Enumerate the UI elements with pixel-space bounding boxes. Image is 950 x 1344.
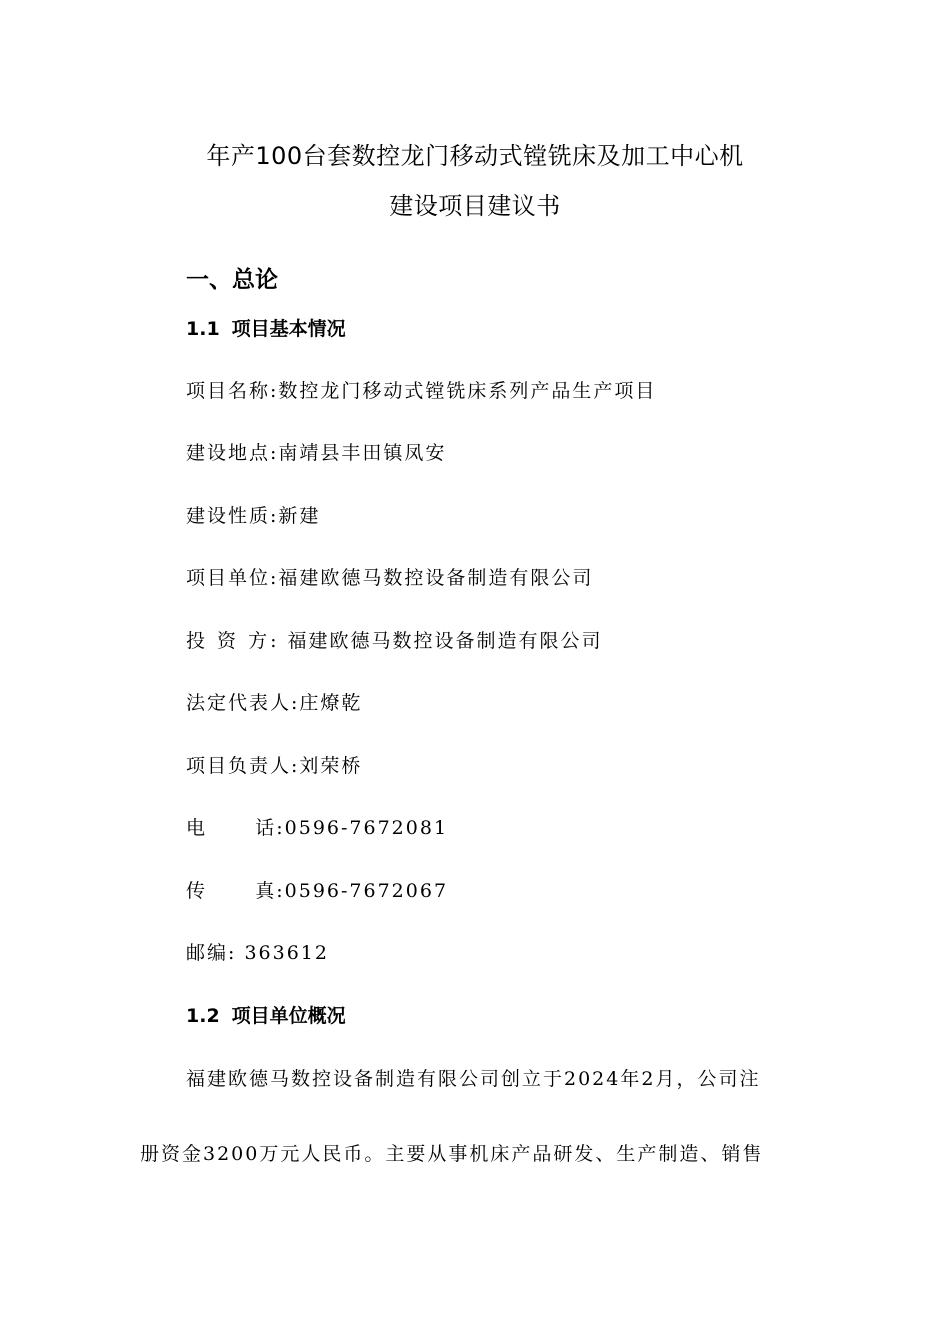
info-label: 项目名称: — [186, 380, 279, 402]
subsection-number: 1.2 — [186, 1005, 220, 1027]
info-label: 传 真: — [186, 880, 285, 902]
info-row-investor — [186, 626, 603, 653]
subsection-number: 1.1 — [186, 318, 220, 340]
info-value: 福建欧德马数控设备制造有限公司 — [279, 630, 603, 652]
document-title-line-1: 年产100台套数控龙门移动式镗铣床及加工中心机 — [206, 142, 744, 170]
info-value: 刘荣桥 — [299, 755, 363, 777]
info-row-project-unit — [186, 563, 593, 590]
info-label: 项目单位: — [186, 567, 279, 589]
info-value: 庄燎乾 — [299, 692, 363, 714]
section-heading-general: 一、总论 — [186, 267, 278, 293]
company-overview-line-1: 福建欧德马数控设备制造有限公司创立于2024年2月，公司注 — [186, 1068, 761, 1090]
info-label: 法定代表人: — [186, 692, 300, 714]
subsection-heading-1-1 — [186, 314, 346, 341]
subsection-title: 项目基本情况 — [231, 318, 346, 340]
info-value: 0596-7672067 — [284, 880, 449, 902]
info-row-project-lead — [186, 751, 362, 778]
info-row-nature — [186, 501, 320, 528]
company-overview-line-2: 册资金3200万元人民币。主要从事机床产品研发、生产制造、销售 — [140, 1143, 764, 1165]
subsection-title: 项目单位概况 — [231, 1005, 346, 1027]
info-row-telephone — [186, 813, 448, 840]
info-value: 数控龙门移动式镗铣床系列产品生产项目 — [278, 380, 657, 402]
info-label: 项目负责人: — [186, 755, 300, 777]
info-label: 邮编: — [186, 942, 237, 964]
info-label: 建设地点: — [186, 442, 279, 464]
subsection-heading-1-2 — [186, 1001, 346, 1028]
info-row-location — [186, 438, 446, 465]
document-title-line-2: 建设项目建议书 — [389, 192, 561, 220]
info-label: 建设性质: — [186, 505, 279, 527]
info-value: 福建欧德马数控设备制造有限公司 — [278, 567, 594, 589]
info-row-postcode — [186, 938, 329, 965]
info-value: 南靖县丰田镇凤安 — [278, 442, 447, 464]
info-row-legal-rep — [186, 688, 362, 715]
info-value: 363612 — [236, 942, 329, 964]
info-label: 投 资 方: — [186, 630, 280, 652]
info-row-project-name — [186, 376, 656, 403]
info-row-fax — [186, 876, 448, 903]
info-value: 新建 — [278, 505, 321, 527]
info-value: 0596-7672081 — [284, 817, 449, 839]
info-label: 电 话: — [186, 817, 285, 839]
